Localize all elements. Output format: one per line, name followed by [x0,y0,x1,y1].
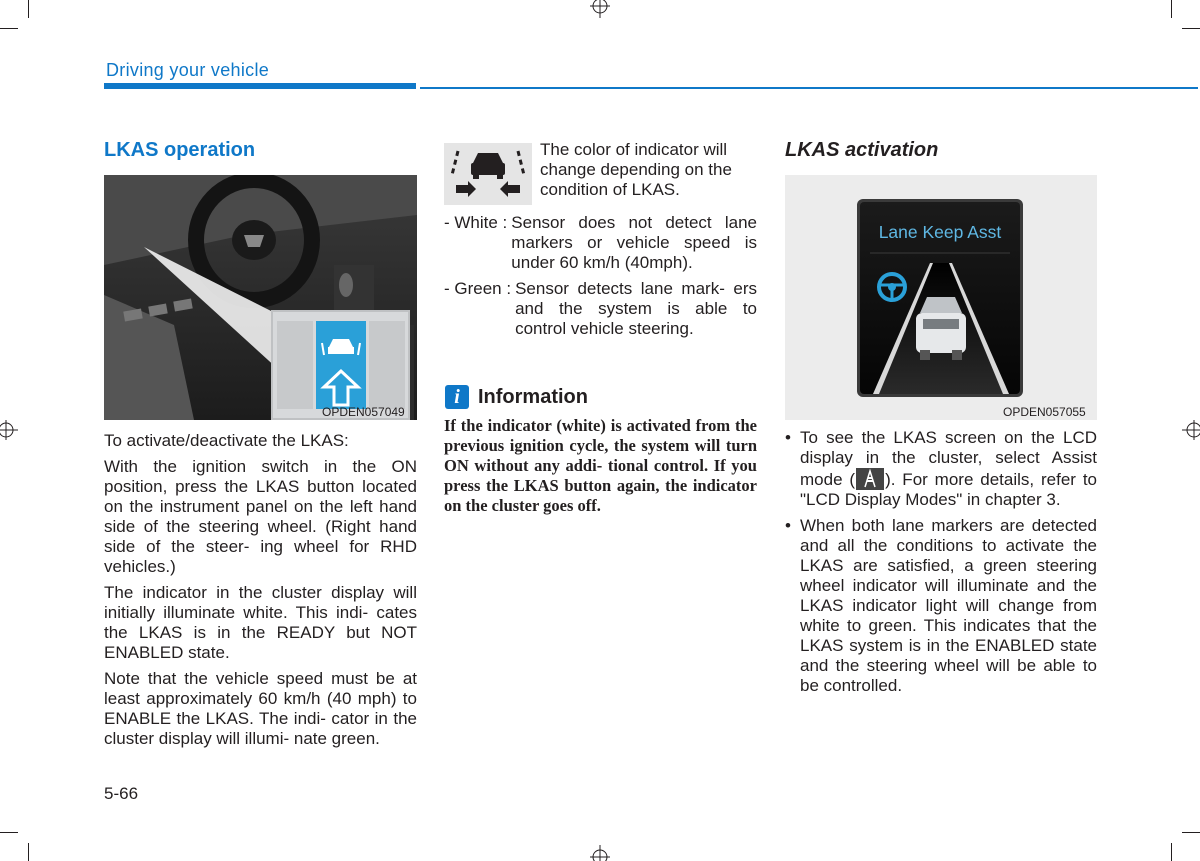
assist-mode-icon [856,468,884,490]
bullet-text [800,428,1097,510]
activation-bullets [785,428,1097,702]
cluster-display-illustration [785,175,1097,420]
crop-mark [1182,28,1200,29]
chapter-header: Driving your vehicle [106,60,270,80]
registration-mark [0,418,20,442]
state-desc: Sensor detects lane mark- ers and the system is able to control vehicle steering. [515,279,757,338]
dashboard-illustration [104,175,417,420]
header-rule-thick [104,83,416,89]
cluster-display-figure [785,175,1097,420]
state-white [444,213,757,273]
cluster-label: Lane Keep Asst [878,222,1002,242]
bullet-text: When both lane markers are detected and all the conditions to activate the LKAS are satisfied, a green steering wheel indicator will illuminate and the LKAS indicator light will change from white to green. This indicates that the LKAS system is in the ENABLED state and the steering wheel will be able to be controlled. [800,516,1097,695]
registration-mark [588,843,612,861]
indicator-states [444,213,757,345]
crop-mark [1171,0,1172,18]
left-body-text [104,431,417,755]
paragraph: To activate/deactivate the LKAS: [104,431,349,450]
crop-mark [0,832,18,833]
state-green [444,279,757,339]
crop-mark [28,0,29,18]
bullet-text-part: ). For more details, refer to "LCD Display Modes" in chapter 3. [800,470,1097,509]
bullet-marker: • [785,428,791,447]
bullet-marker: • [785,516,791,535]
section-title-lkas-activation: LKAS activation [785,139,939,161]
info-title: Information [478,386,588,408]
dashboard-photo [104,175,417,420]
page-number: 5-66 [104,784,139,803]
crop-mark [0,28,18,29]
state-term: - Green : [444,279,512,298]
registration-mark [1180,418,1200,442]
photo-code-right: OPDEN057055 [1003,405,1086,419]
indicator-description: The color of indicator will change depending on the condition of LKAS. [540,140,732,199]
paragraph: With the ignition switch in the ON position, press the LKAS button located on the instrument panel on the left hand side of the steering wheel. (Right hand side of the steer- ing wheel for RHD vehicles.) [104,457,417,576]
section-title-lkas-operation: LKAS operation [104,139,256,161]
state-term: - White : [444,213,508,232]
lkas-indicator-icon [444,143,532,205]
bullet-text-part: To see the LKAS screen on the LCD display in the cluster, select Assist mode ( [800,428,1097,489]
info-body: If the indicator (white) is activated from the previous ignition cycle, the system will turn ON without any addi- tional control. If you press the LKAS button again, the indicator on the cluster goes off. [444,416,757,515]
header-rule-thin [420,87,1198,89]
info-icon: i [445,385,469,409]
registration-mark [588,0,612,20]
crop-mark [1171,843,1172,861]
bullet-item [785,428,1097,510]
paragraph: Note that the vehicle speed must be at least approximately 60 km/h (40 mph) to ENABLE the LKAS. The indi- cator in the cluster display will illumi- nate green. [104,669,417,748]
photo-code-left: OPDEN057049 [322,405,405,419]
crop-mark [28,843,29,861]
state-desc: Sensor does not detect lane markers or vehicle speed is under 60 km/h (40mph). [511,213,757,272]
crop-mark [1182,832,1200,833]
paragraph: The indicator in the cluster display will initially illuminate white. This indi- cates the LKAS is in the READY but NOT ENABLED state. [104,583,417,662]
bullet-item [785,516,1097,696]
lkas-car-arrows-icon [444,143,532,205]
